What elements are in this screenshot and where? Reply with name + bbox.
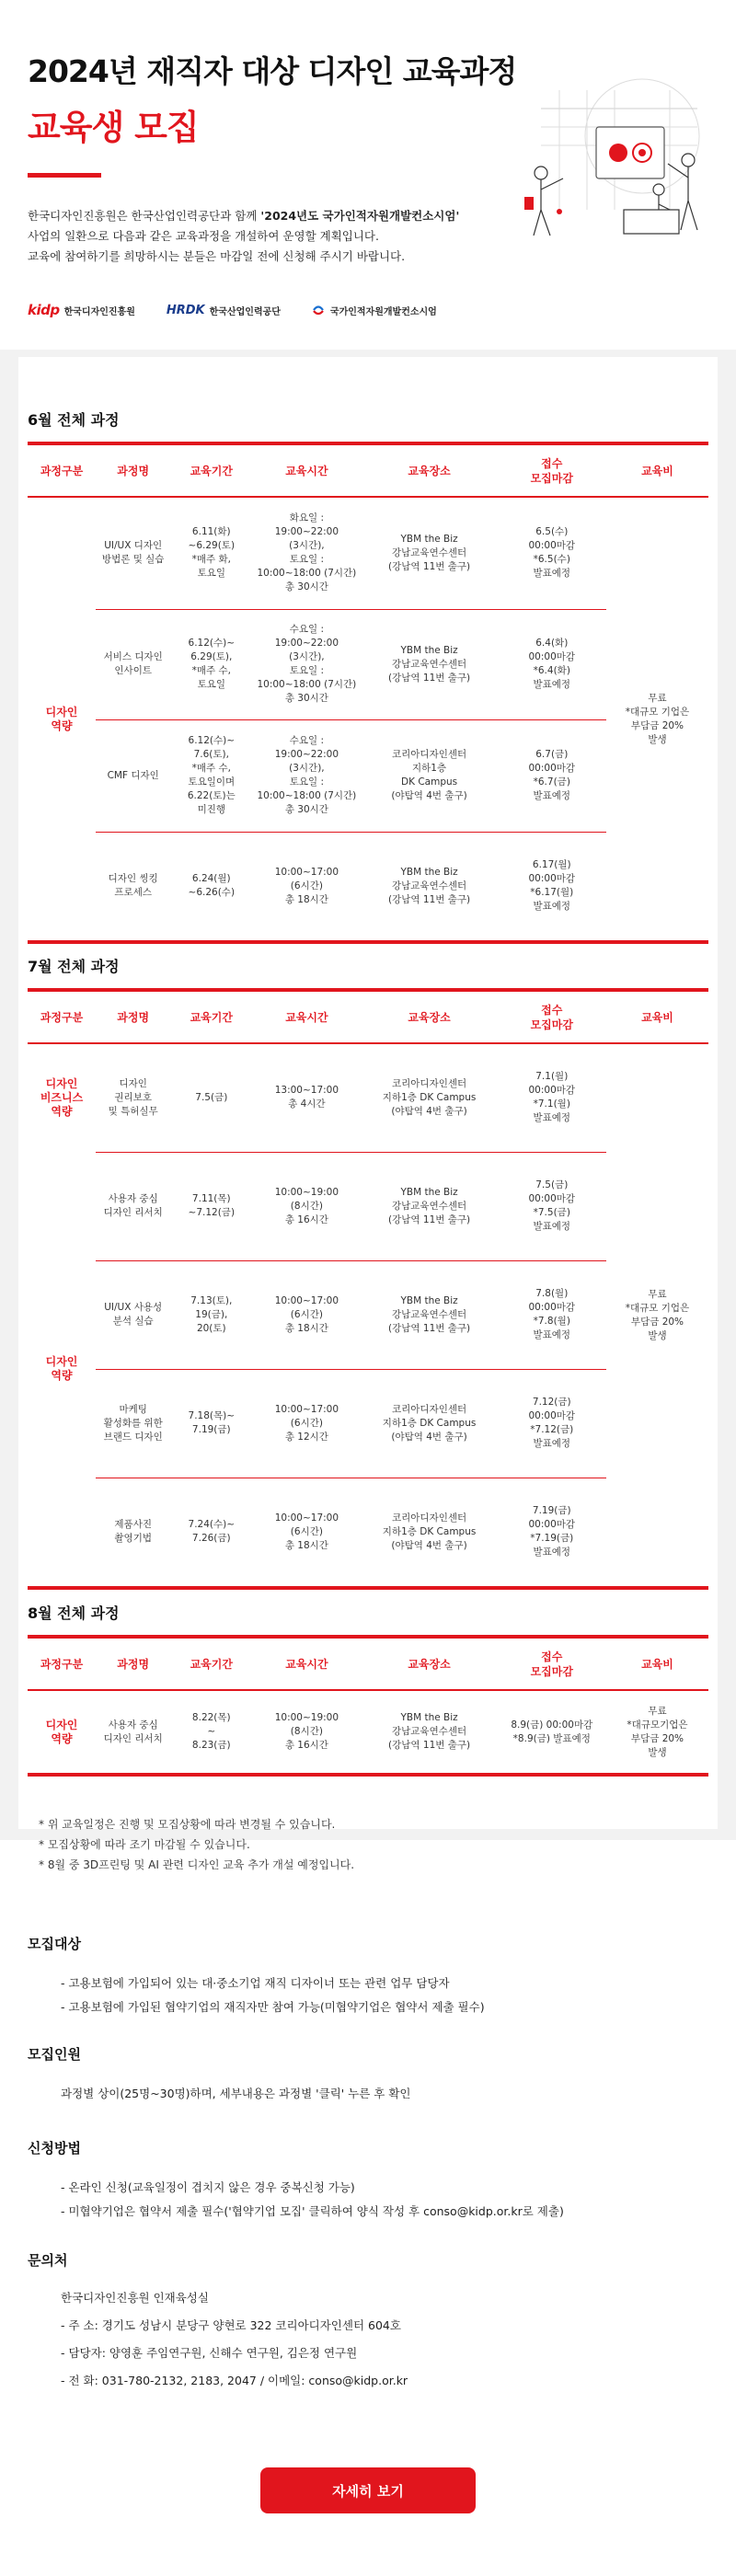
august-schedule-table: [28, 1635, 708, 1777]
details-button[interactable]: 자세히 보기: [260, 2467, 476, 2513]
column-header: 교육장소: [362, 992, 498, 1043]
course-period: 7.5(금): [170, 1043, 252, 1152]
column-header: 과정구분: [28, 445, 96, 497]
method-heading: 신청방법: [28, 2140, 81, 2156]
table-row: [28, 1690, 708, 1773]
design-meeting-illustration: [504, 72, 708, 247]
column-header: 과정구분: [28, 992, 96, 1043]
august-section-title: 8월 전체 과정: [28, 1604, 120, 1622]
contact-heading: 문의처: [28, 2252, 68, 2269]
note-line: * 위 교육일정은 진행 및 모집상황에 따라 변경될 수 있습니다.: [39, 1818, 336, 1831]
contact-phone-email: - 전 화: 031-780-2132, 2183, 2047 / 이메일: conso@kidp.or.kr: [61, 2374, 408, 2387]
course-period: 7.24(수)~ 7.26(금): [188, 1519, 236, 1545]
course-period: 6.12(수)~ 7.6(토), *매주 수, 토요일이며 6.22(토)는 미진행: [170, 719, 252, 832]
partner-logos: [28, 300, 468, 320]
course-time: 10:00~17:00 (6시간) 총 12시간: [252, 1369, 361, 1478]
column-header: 교육기간: [170, 1639, 252, 1690]
schedule-table: [28, 1639, 708, 1773]
course-time: 10:00~17:00 (6시간) 총 18시간: [274, 866, 339, 905]
column-header: 접수 모집마감: [498, 445, 606, 497]
column-header: 접수 모집마감: [498, 992, 606, 1043]
course-time: 수요일 : 19:00~22:00 (3시간), 토요일 : 10:00~18:00 (7시간) 총 30시간: [252, 719, 361, 832]
consortium-logo: 국가인적자원개발컨소시엄: [312, 304, 437, 317]
course-name: 디자인 권리보호 및 특허실무: [96, 1043, 170, 1152]
course-name: CMF 디자인: [96, 719, 170, 832]
schedule-table: [28, 992, 708, 1586]
course-deadline: 7.8(월) 00:00마감 *7.8(월) 발표예정: [498, 1260, 606, 1369]
course-deadline: 7.5(금) 00:00마감 *7.5(금) 발표예정: [498, 1152, 606, 1260]
schedule-card: [18, 357, 718, 1871]
course-place: YBM the Biz 강남교육연수센터 (강남역 11번 출구): [362, 609, 498, 719]
course-name: 마케팅 활성화를 위한 브랜드 디자인: [96, 1369, 170, 1478]
method-item: - 미협약기업은 협약서 제출 필수('협약기업 모집' 클릭하여 양식 작성 후 conso@kidp.or.kr로 제출): [61, 2204, 564, 2218]
column-header: 교육시간: [252, 1639, 361, 1690]
july-schedule-table: [28, 988, 708, 1590]
course-name: 사용자 중심 디자인 리서치: [103, 1719, 163, 1744]
intro-line: 교육에 참여하기를 희망하시는 분들은 마감일 전에 신청해 주시기 바랍니다.: [28, 249, 406, 263]
course-period: 7.11(목) ~7.12(금): [170, 1152, 252, 1260]
course-time: 10:00~17:00 (6시간) 총 18시간: [252, 1260, 361, 1369]
contact-manager: - 담당자: 양영훈 주임연구원, 신해수 연구원, 김은정 연구원: [61, 2346, 358, 2360]
schedule-notes: [39, 1814, 354, 1875]
intro-line: 한국디자인진흥원은 한국산업인력공단과 함께 '2024년도 국가인적자원개발컨소시엄': [28, 209, 460, 223]
column-header: 교육기간: [170, 445, 252, 497]
course-time: 10:00~19:00 (8시간) 총 16시간: [274, 1712, 339, 1751]
table-row: [28, 497, 708, 609]
course-deadline: 8.9(금) 00:00마감 *8.9(금) 발표예정: [511, 1719, 593, 1744]
column-header: 과정명: [96, 445, 170, 497]
capacity-heading: 모집인원: [28, 2046, 81, 2063]
course-place: YBM the Biz 강남교육연수센터 (강남역 11번 출구): [362, 1260, 498, 1369]
note-line: * 8월 중 3D프린팅 및 AI 관련 디자인 교육 추가 개설 예정입니다.: [39, 1858, 355, 1871]
course-name: UI/UX 사용성 분석 실습: [96, 1260, 170, 1369]
june-schedule-table: [28, 442, 708, 944]
method-item: - 온라인 신청(교육일정이 겹치지 않은 경우 중복신청 가능): [61, 2180, 355, 2194]
kidp-logo: kidp 한국디자인진흥원: [28, 302, 135, 318]
course-name: 서비스 디자인 인사이트: [96, 609, 170, 719]
column-header: 접수 모집마감: [498, 1639, 606, 1690]
column-header: 과정명: [96, 992, 170, 1043]
course-deadline: 7.12(금) 00:00마감 *7.12(금) 발표예정: [498, 1369, 606, 1478]
june-section-title: 6월 전체 과정: [28, 411, 120, 429]
course-period: 7.13(토), 19(금), 20(토): [170, 1260, 252, 1369]
course-deadline: 6.5(수) 00:00마감 *6.5(수) 발표예정: [498, 497, 606, 609]
course-place: YBM the Biz 강남교육연수센터 (강남역 11번 출구): [362, 1152, 498, 1260]
course-place: 코리아디자인센터 지하1층 DK Campus (야탑역 4번 출구): [362, 1369, 498, 1478]
course-period: 6.11(화) ~6.29(토) *매주 화, 토요일: [170, 497, 252, 609]
course-period: 7.18(목)~ 7.19(금): [170, 1369, 252, 1478]
course-deadline: 6.17(월) 00:00마감 *6.17(월) 발표예정: [528, 859, 576, 913]
hrdk-logo: HRDK 한국산업인력공단: [166, 303, 281, 317]
intro-line: 사업의 일환으로 다음과 같은 교육과정을 개설하여 운영할 계획입니다.: [28, 229, 379, 243]
july-section-title: 7월 전체 과정: [28, 958, 120, 975]
column-header: 교육기간: [170, 992, 252, 1043]
course-fee: 무료 *대규모 기업은 부담금 20% 발생: [625, 1288, 690, 1341]
course-time: 13:00~17:00 총 4시간: [252, 1043, 361, 1152]
title-accent-bar: [28, 173, 101, 178]
course-name: UI/UX 디자인 방법론 및 실습: [96, 497, 170, 609]
course-deadline: 6.4(화) 00:00마감 *6.4(화) 발표예정: [498, 609, 606, 719]
schedule-table: [28, 445, 708, 940]
course-category: 디자인 비즈니스 역량: [40, 1077, 84, 1118]
course-deadline: 7.1(월) 00:00마감 *7.1(월) 발표예정: [498, 1043, 606, 1152]
column-header: 교육비: [606, 445, 708, 497]
course-time: 수요일 : 19:00~22:00 (3시간), 토요일 : 10:00~18:00 (7시간) 총 30시간: [252, 609, 361, 719]
course-place: 코리아디자인센터 지하1층 DK Campus (야탑역 4번 출구): [362, 1043, 498, 1152]
table-row: [28, 1043, 708, 1152]
course-time: 10:00~17:00 (6시간) 총 18시간: [274, 1512, 339, 1551]
column-header: 교육시간: [252, 992, 361, 1043]
column-header: 과정명: [96, 1639, 170, 1690]
course-deadline: 7.19(금) 00:00마감 *7.19(금) 발표예정: [528, 1505, 576, 1558]
consortium-emblem-icon: [312, 304, 325, 316]
course-name: 디자인 씽킹 프로세스: [108, 873, 158, 899]
course-time: 화요일 : 19:00~22:00 (3시간), 토요일 : 10:00~18:00 (7시간) 총 30시간: [252, 497, 361, 609]
target-item: - 고용보험에 가입된 협약기업의 재직자만 참여 가능(미협약기업은 협약서 제출 필수): [61, 2000, 485, 2014]
page-subtitle: 교육생 모집: [28, 108, 199, 147]
contact-address: - 주 소: 경기도 성남시 분당구 양현로 322 코리아디자인센터 604호: [61, 2318, 401, 2332]
target-item: - 고용보험에 가입되어 있는 대·중소기업 재직 디자이너 또는 관련 업무 담당자: [61, 1976, 450, 1990]
course-time: 10:00~19:00 (8시간) 총 16시간: [252, 1152, 361, 1260]
column-header: 교육시간: [252, 445, 361, 497]
course-place: 코리아디자인센터 지하1층 DK Campus (야탑역 4번 출구): [362, 719, 498, 832]
course-name: 사용자 중심 디자인 리서치: [96, 1152, 170, 1260]
column-header: 교육장소: [362, 445, 498, 497]
target-heading: 모집대상: [28, 1936, 81, 1952]
intro-text: [28, 206, 506, 267]
course-period: 8.22(목) ~ 8.23(금): [191, 1712, 231, 1751]
course-place: YBM the Biz 강남교육연수센터 (강남역 11번 출구): [388, 1712, 471, 1751]
capacity-text: 과정별 상이(25명~30명)하며, 세부내용은 과정별 '클릭' 누른 후 확인: [61, 2087, 411, 2100]
column-header: 과정구분: [28, 1639, 96, 1690]
course-fee: 무료 *대규모기업은 부담금 20% 발생: [627, 1705, 688, 1758]
course-place: 코리아디자인센터 지하1층 DK Campus (야탑역 4번 출구): [382, 1512, 477, 1551]
page-title: 2024년 재직자 대상 디자인 교육과정: [28, 53, 517, 89]
course-period: 6.24(월) ~6.26(수): [188, 873, 236, 899]
column-header: 교육장소: [362, 1639, 498, 1690]
column-header: 교육비: [606, 992, 708, 1043]
course-category: 디자인 역량: [45, 705, 78, 732]
course-category: 디자인 역량: [45, 1355, 78, 1382]
course-category: 디자인 역량: [45, 1718, 78, 1745]
contact-org: 한국디자인진흥원 인재육성실: [61, 2291, 209, 2305]
course-place: YBM the Biz 강남교육연수센터 (강남역 11번 출구): [362, 497, 498, 609]
course-fee: 무료 *대규모 기업은 부담금 20% 발생: [625, 692, 690, 745]
header: [0, 0, 736, 350]
course-deadline: 6.7(금) 00:00마감 *6.7(금) 발표예정: [498, 719, 606, 832]
note-line: * 모집상황에 따라 조기 마감될 수 있습니다.: [39, 1838, 250, 1851]
course-period: 6.12(수)~ 6.29(토), *매주 수, 토요일: [170, 609, 252, 719]
course-place: YBM the Biz 강남교육연수센터 (강남역 11번 출구): [388, 866, 471, 905]
course-name: 제품사진 촬영기법: [114, 1519, 152, 1545]
column-header: 교육비: [606, 1639, 708, 1690]
